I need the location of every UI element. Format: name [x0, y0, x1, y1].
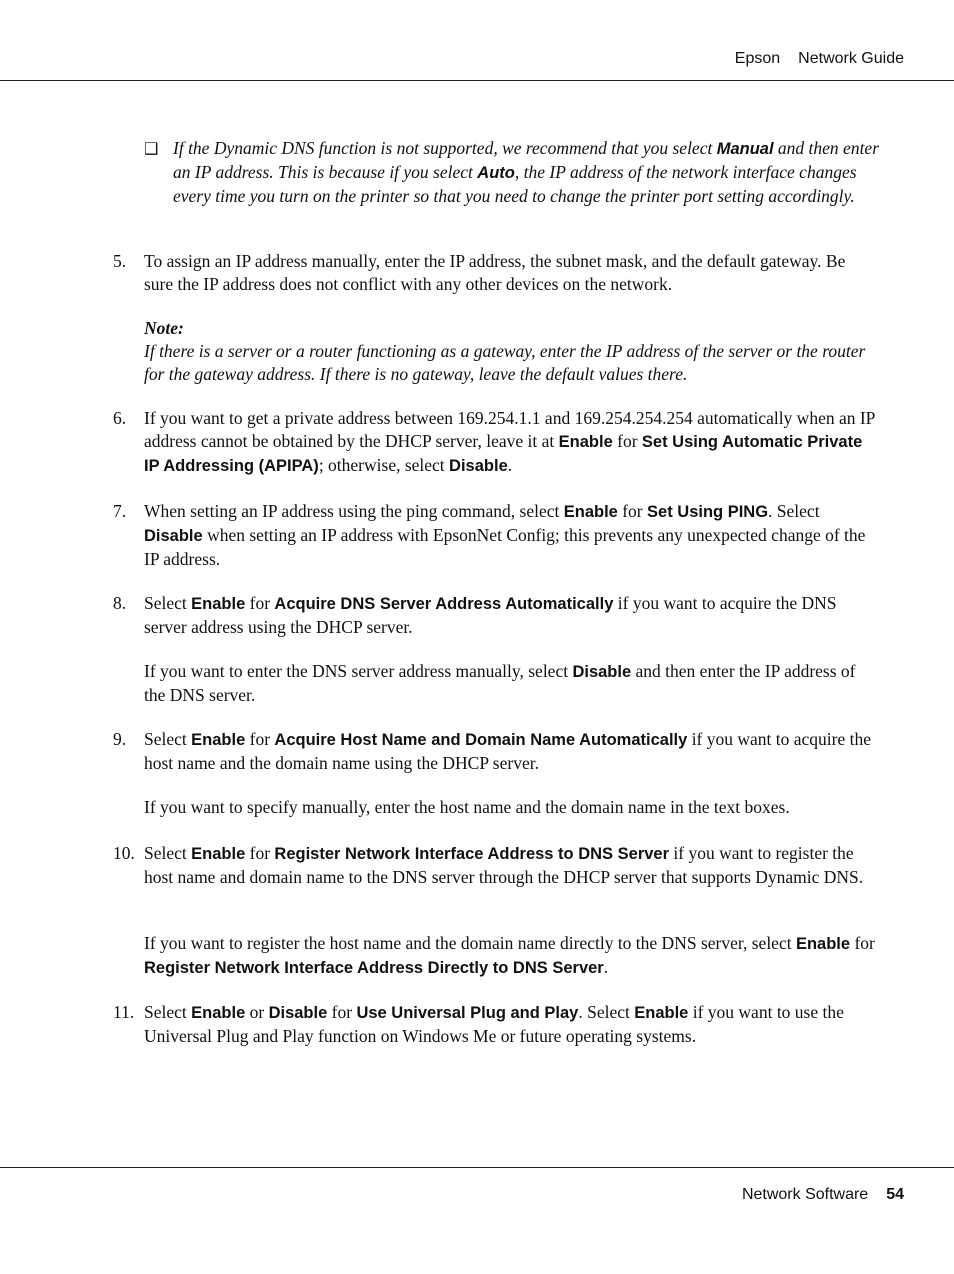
bullet-icon: ❑ [144, 139, 159, 158]
step-8-text: Select Enable for Acquire DNS Server Address Automatically if you want to acquire the DNS server address using the DHCP server. [144, 593, 837, 637]
note-label: Note: [144, 318, 184, 338]
step-8-detail: If you want to enter the DNS server address manually, select Disable and then enter the IP address of the DNS server. [144, 661, 856, 705]
step-number: 5. [113, 251, 127, 271]
step-5-text: To assign an IP address manually, enter the IP address, the subnet mask, and the default gateway. Be sure the IP address does not conflict with any other devices on the network. [144, 251, 846, 294]
step-9-detail: If you want to specify manually, enter the host name and the domain name in the text boxes. [144, 797, 790, 817]
bullet-paragraph: If the Dynamic DNS function is not supported, we recommend that you select Manual and then enter an IP address. This is because if you select Auto, the IP address of the network interface changes every time you turn on the printer so that you need to change the printer port setting accordingly. [173, 138, 880, 206]
page-footer [742, 1186, 904, 1204]
step-number: 8. [113, 593, 127, 613]
footer-rule [0, 1167, 954, 1168]
step-10-text: Select Enable for Register Network Interface Address to DNS Server if you want to register the host name and domain name to the DNS server through the DHCP server that supports Dynamic DNS. [144, 843, 864, 887]
option-manual: Manual [716, 140, 774, 158]
step-number: 10. [113, 843, 135, 863]
step-number: 11. [113, 1002, 135, 1022]
step-number: 6. [113, 408, 127, 428]
option-auto: Auto [477, 164, 515, 182]
header-rule [0, 80, 954, 81]
step-number: 7. [113, 501, 127, 521]
header-brand: Epson [734, 50, 781, 67]
footer-section: Network Software [741, 1186, 869, 1203]
step-6-text: If you want to get a private address between 169.254.1.1 and 169.254.254.254 automatically when an IP address cannot be obtained by the DHCP server, leave it at Enable for Set Using Automatic Private IP Addressing (APIPA); otherwise, select Disable. [144, 408, 875, 475]
page-number: 54 [886, 1186, 904, 1203]
step-number: 9. [113, 729, 127, 749]
step-9-text: Select Enable for Acquire Host Name and Domain Name Automatically if you want to acquire the host name and the domain name using the DHCP server. [144, 729, 872, 773]
step-7-text: When setting an IP address using the ping command, select Enable for Set Using PING. Select Disable when setting an IP address with EpsonNet Config; this prevents any unexpected change of the IP address. [144, 501, 866, 569]
page-header [735, 50, 904, 68]
note-text: If there is a server or a router functioning as a gateway, enter the IP address of the server or the router for the gateway address. If there is no gateway, leave the default values there. [144, 341, 866, 384]
header-title: Network Guide [798, 50, 904, 67]
step-11-text: Select Enable or Disable for Use Universal Plug and Play. Select Enable if you want to use the Universal Plug and Play function on Windows Me or future operating systems. [144, 1002, 844, 1046]
step-10-detail: If you want to register the host name and the domain name directly to the DNS server, select Enable for Register Network Interface Address Directly to DNS Server. [144, 933, 875, 977]
